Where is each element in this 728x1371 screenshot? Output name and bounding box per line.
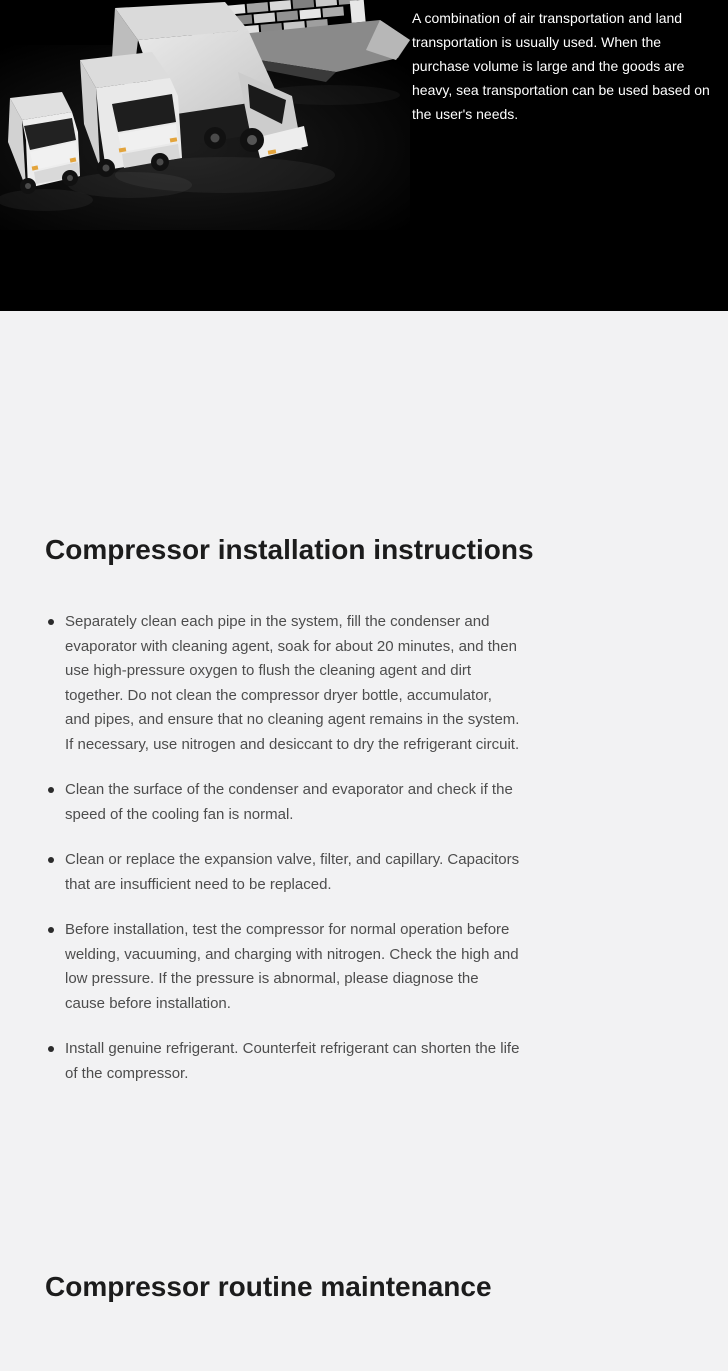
hero-section <box>0 0 728 311</box>
transport-photo <box>0 0 410 230</box>
shipping-description: A combination of air transportation and land transportation is usually used. When the purchase volume is large and the goods are heavy, sea transportation can be used based on the user's needs. <box>412 10 710 122</box>
section-title-maintenance: Compressor routine maintenance <box>45 1271 492 1302</box>
list-item <box>45 848 520 897</box>
installation-instructions-list <box>45 610 683 1086</box>
list-item-text: Install genuine refrigerant. Counterfeit refrigerant can shorten the life of the compressor. <box>65 1040 520 1082</box>
section-title-installation: Compressor installation instructions <box>45 534 534 565</box>
list-item-text: Clean the surface of the condenser and evaporator and check if the speed of the cooling fan is normal. <box>65 781 513 823</box>
content-section <box>0 311 728 1371</box>
list-item-text: Separately clean each pipe in the system, fill the condenser and evaporator with cleaning agent, soak for about 20 minutes, and then use high-pressure oxygen to flush the cleaning agent and dirt together. Do not clean the compressor dryer bottle, accumulator, and pipes, and ensure that no cleaning agent remains in the system. If necessary, use nitrogen and desiccant to dry the refrigerant circuit. <box>65 613 520 753</box>
list-item <box>45 1037 520 1086</box>
list-item <box>45 918 520 1016</box>
list-item-text: Clean or replace the expansion valve, filter, and capillary. Capacitors that are insufficient need to be replaced. <box>65 851 520 893</box>
bullet-icon <box>48 787 54 793</box>
bullet-icon <box>48 1046 54 1052</box>
list-item-text: Before installation, test the compressor for normal operation before welding, vacuuming, and charging with nitrogen. Check the high and low pressure. If the pressure is abnormal, please diagnose the cause before installation. <box>65 921 519 1012</box>
list-item <box>45 778 520 827</box>
bullet-icon <box>48 927 54 933</box>
bullet-icon <box>48 857 54 863</box>
bullet-icon <box>48 619 54 625</box>
list-item <box>45 610 520 757</box>
